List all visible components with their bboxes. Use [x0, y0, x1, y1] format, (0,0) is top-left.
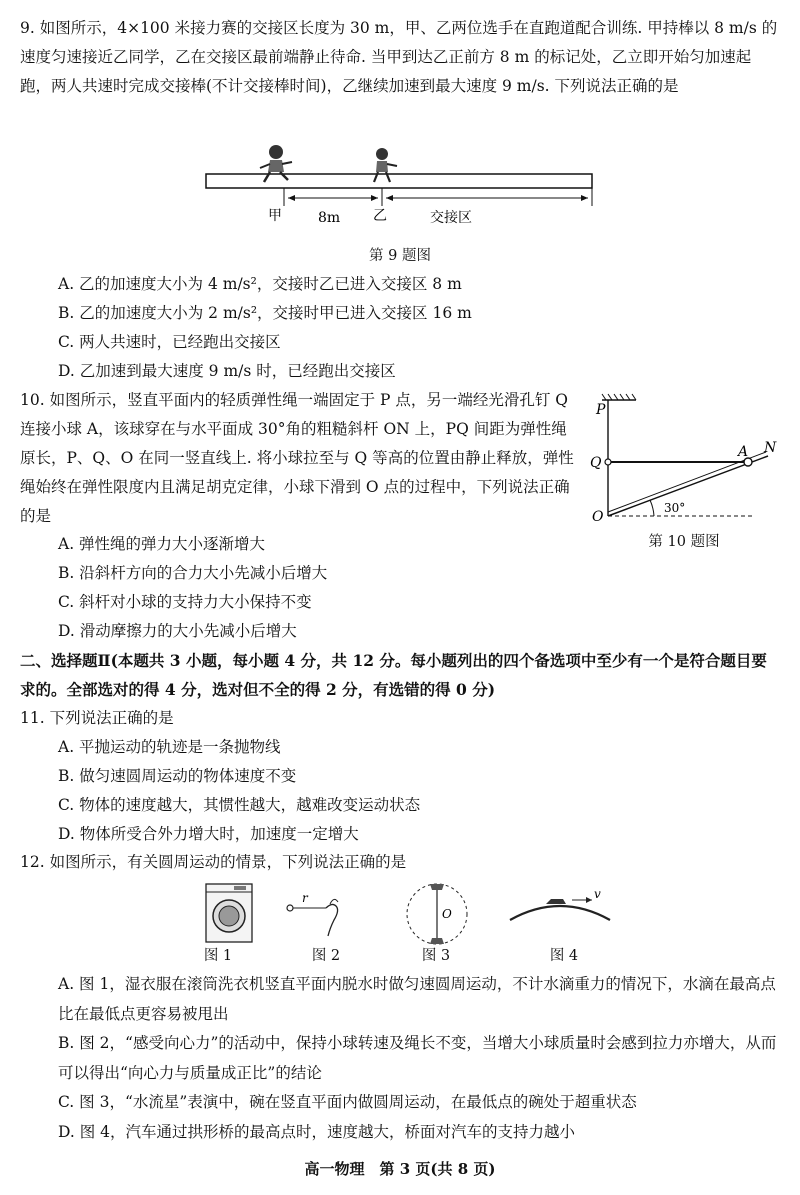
q11-option-d: D. 物体所受合外力增大时，加速度一定增大	[58, 825, 359, 843]
question-12	[20, 848, 780, 877]
runner-yi-figure	[374, 148, 397, 182]
q9-option-b: B. 乙的加速度大小为 2 m/s²，交接时甲已进入交接区 16 m	[58, 304, 472, 322]
q9-option-a: A. 乙的加速度大小为 4 m/s²，交接时乙已进入交接区 8 m	[58, 275, 462, 293]
q9-option-c: C. 两人共速时，已经跑出交接区	[58, 333, 281, 351]
question-11-options	[58, 733, 778, 849]
hand-swinging-ball-icon	[287, 891, 338, 936]
label-angle: 30°	[664, 501, 686, 515]
question-9-options	[58, 270, 778, 386]
q9-option-d: D. 乙加速到最大速度 9 m/s 时，已经跑出交接区	[58, 362, 396, 380]
q11-option-b: B. 做匀速圆周运动的物体速度不变	[58, 767, 297, 785]
section-2-header: 二、选择题Ⅱ(本题共 3 小题，每小题 4 分，共 12 分。每小题列出的四个备选项中至少有一个是符合题目要求的。全部选对的得 4 分，选对但不全的得 2 分，有选错的得 0 分)	[20, 651, 767, 699]
figure-10-incline-diagram	[584, 392, 784, 528]
q10-option-c: C. 斜杆对小球的支持力大小保持不变	[58, 593, 312, 611]
washing-machine-icon	[206, 884, 252, 942]
car-on-arch-bridge-icon	[510, 887, 610, 920]
fig12-caption-1: 图 1	[203, 948, 233, 964]
fig12-caption-3: 图 3	[421, 948, 451, 964]
label-r: r	[302, 891, 308, 905]
figure-9-caption: 第 9 题图	[369, 248, 431, 264]
label-jia: 甲	[268, 208, 282, 224]
question-9-stem: 9. 如图所示，4×100 米接力赛的交接区长度为 30 m，甲、乙两位选手在直跑道配合训练. 甲持棒以 8 m/s 的速度匀速接近乙同学，乙在交接区最前端静止待命. 当甲到达乙正前方 8 m 的标记处，乙立即开始匀加速起跑，两人共速时完成交接棒(不计交接棒时间)，乙继续加速到最大速度 9 m/s. 下列说法正确的是	[20, 19, 778, 95]
fig12-caption-4: 图 4	[549, 948, 579, 964]
figure-10-caption: 第 10 题图	[648, 534, 720, 550]
label-v: v	[594, 887, 601, 901]
q11-option-c: C. 物体的速度越大，其惯性越大，越难改变运动状态	[58, 796, 421, 814]
label-O-fig3: O	[442, 907, 452, 921]
water-meteor-icon	[407, 884, 467, 944]
label-O: O	[592, 509, 604, 525]
q10-option-a: A. 弹性绳的弹力大小逐渐增大	[58, 535, 266, 553]
figure-9-relay-diagram	[200, 140, 600, 240]
label-P: P	[596, 402, 606, 418]
question-10-options	[58, 530, 578, 646]
question-12-stem: 12. 如图所示，有关圆周运动的情景，下列说法正确的是	[20, 853, 407, 871]
question-9	[20, 14, 780, 101]
q11-option-a: A. 平抛运动的轨迹是一条抛物线	[58, 738, 281, 756]
question-12-options	[58, 970, 782, 1147]
q12-option-a: A. 图 1，湿衣服在滚筒洗衣机竖直平面内脱水时做匀速圆周运动，不计水滴重力的情况下，水滴在最高点比在最低点更容易被甩出	[58, 975, 776, 1023]
label-8m: 8m	[318, 210, 341, 226]
label-zone: 交接区	[430, 210, 472, 226]
label-A: A	[738, 444, 749, 460]
fig12-caption-2: 图 2	[311, 948, 341, 964]
q12-option-c: C. 图 3，“水流星”表演中，碗在竖直平面内做圆周运动，在最低点的碗处于超重状态	[58, 1093, 637, 1111]
question-10-stem: 10. 如图所示，竖直平面内的轻质弹性绳一端固定于 P 点，另一端经光滑孔钉 Q 连接小球 A，该球穿在与水平面成 30°角的粗糙斜杆 ON 上，PQ 间距为弹性绳原长，P、Q、O 在同一竖直线上. 将小球拉至与 Q 等高的位置由静止释放，弹性绳始终在弹性限度内且满足胡克定律，小球下滑到 O 点的过程中，下列说法正确的是	[20, 391, 574, 525]
page-footer: 高一物理 第 3 页(共 8 页)	[304, 1160, 496, 1178]
q10-option-d: D. 滑动摩擦力的大小先减小后增大	[58, 622, 297, 640]
q12-option-b: B. 图 2，“感受向心力”的活动中，保持小球转速及绳长不变，当增大小球质量时会感到拉力亦增大，从而可以得出“向心力与质量成正比”的结论	[58, 1034, 777, 1082]
runner-jia-figure	[260, 145, 292, 182]
label-Q: Q	[590, 455, 602, 471]
question-11	[20, 704, 780, 733]
question-10	[20, 386, 574, 531]
label-yi: 乙	[373, 208, 387, 224]
question-11-stem: 11. 下列说法正确的是	[20, 709, 174, 727]
q10-option-b: B. 沿斜杆方向的合力大小先减小后增大	[58, 564, 328, 582]
label-N: N	[764, 440, 777, 456]
q12-option-d: D. 图 4，汽车通过拱形桥的最高点时，速度越大，桥面对汽车的支持力越小	[58, 1122, 576, 1141]
